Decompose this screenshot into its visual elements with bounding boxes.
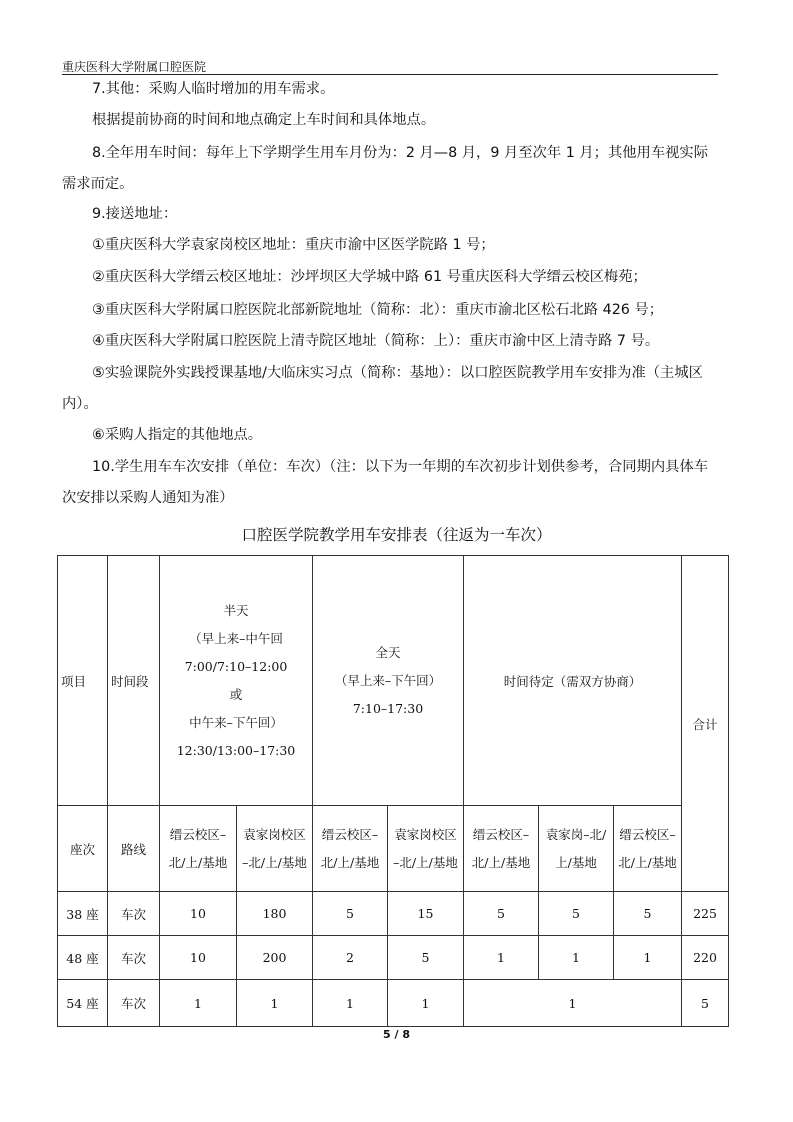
value-cell: 10: [160, 892, 237, 936]
half-day-line: 12:30/13:00–17:30: [176, 742, 296, 758]
header-seats: 座次: [58, 806, 108, 892]
route-line: 缙云校区–: [619, 826, 676, 842]
running-header: 重庆医科大学附属口腔医院: [62, 60, 207, 74]
address-3: ③重庆医科大学附属口腔医院北部新院地址（简称：北）：重庆市渝北区松石北路 426 号；: [92, 302, 664, 318]
half-day-line: （早上来–中午回: [189, 630, 283, 646]
route-line: 袁家岗校区: [243, 826, 306, 842]
item-7: 7.其他：采购人临时增加的用车需求。: [92, 81, 335, 97]
route-cell: [237, 806, 313, 892]
value-cell: 200: [237, 936, 313, 980]
route-line: 袁家岗校区: [394, 826, 457, 842]
full-day-line: 7:10–17:30: [352, 700, 424, 716]
address-4: ④重庆医科大学附属口腔医院上清寺院区地址（简称：上）：重庆市渝中区上清寺路 7 号。: [92, 333, 660, 349]
seat-cell: 48 座: [58, 936, 108, 980]
half-day-line: 或: [229, 686, 243, 702]
route-line: 缙云校区–: [321, 826, 379, 842]
route-cell: [539, 806, 614, 892]
table-row-54: [58, 980, 729, 1027]
value-cell: 2: [313, 936, 388, 980]
value-cell: 1: [237, 980, 313, 1027]
seat-cell: 38 座: [58, 892, 108, 936]
value-cell: 1: [464, 936, 539, 980]
address-5: ⑤实验课院外实践授课基地/大临床实习点（简称：基地）：以口腔医院教学用车安排为准（主城区内）。: [62, 365, 703, 412]
header-half-day: [160, 556, 313, 806]
value-cell: 1: [614, 936, 682, 980]
item-9: 9.接送地址：: [92, 206, 178, 222]
route-line: 北/上/基地: [471, 854, 531, 870]
header-row-routes: [58, 806, 729, 892]
value-cell: 5: [313, 892, 388, 936]
total-cell: 225: [682, 892, 729, 936]
value-cell: 1: [388, 980, 464, 1027]
route-line: 北/上/基地: [320, 854, 380, 870]
value-cell: 1: [313, 980, 388, 1027]
vehicle-schedule-table: [57, 555, 729, 1027]
address-6: ⑥采购人指定的其他地点。: [92, 427, 263, 443]
header-route: 路线: [108, 806, 160, 892]
route-line: 袁家岗–北/: [545, 826, 607, 842]
seat-cell: 54 座: [58, 980, 108, 1027]
route-cell: [160, 806, 237, 892]
total-cell: 220: [682, 936, 729, 980]
route-cell: [464, 806, 539, 892]
unit-cell: 车次: [108, 980, 160, 1027]
header-full-day: [313, 556, 464, 806]
value-cell: 5: [464, 892, 539, 936]
half-day-line: 7:00/7:10–12:00: [184, 658, 288, 674]
value-cell: 180: [237, 892, 313, 936]
value-cell: 5: [614, 892, 682, 936]
route-line: –北/上/基地: [242, 854, 307, 870]
route-line: 上/基地: [555, 854, 597, 870]
header-total: 合计: [682, 556, 729, 892]
table-caption: 口腔医学院教学用车安排表（往返为一车次）: [241, 526, 552, 544]
item-7-detail: 根据提前协商的时间和地点确定上车时间和具体地点。: [92, 112, 436, 128]
route-line: 北/上/基地: [168, 854, 228, 870]
value-cell-merged: 1: [464, 980, 682, 1027]
page-number: 5 / 8: [383, 1028, 410, 1041]
value-cell: 10: [160, 936, 237, 980]
half-day-line: 半天: [223, 602, 249, 618]
table-row-38: [58, 892, 729, 936]
value-cell: 1: [539, 936, 614, 980]
header-period: 时间段: [108, 556, 160, 806]
address-2: ②重庆医科大学缙云校区地址：沙坪坝区大学城中路 61 号重庆医科大学缙云校区梅苑；: [92, 269, 647, 285]
total-cell: 5: [682, 980, 729, 1027]
value-cell: 1: [160, 980, 237, 1027]
route-cell: [614, 806, 682, 892]
route-cell: [388, 806, 464, 892]
header-item: 项目: [58, 556, 108, 806]
header-row-top: [58, 556, 729, 806]
route-line: 缙云校区–: [472, 826, 530, 842]
route-line: 缙云校区–: [169, 826, 227, 842]
header-tbd: 时间待定（需双方协商）: [464, 556, 682, 806]
unit-cell: 车次: [108, 892, 160, 936]
route-line: 北/上/基地: [618, 854, 677, 870]
route-cell: [313, 806, 388, 892]
half-day-line: 中午来–下午回）: [189, 714, 283, 730]
item-10: 10.学生用车车次安排（单位：车次）（注：以下为一年期的车次初步计划供参考，合同期内具体车次安排以采购人通知为准）: [62, 459, 709, 506]
value-cell: 5: [539, 892, 614, 936]
route-line: –北/上/基地: [393, 854, 458, 870]
item-8: 8.全年用车时间：每年上下学期学生用车月份为：2 月—8 月，9 月至次年 1 月；其他用车视实际需求而定。: [62, 145, 709, 192]
value-cell: 15: [388, 892, 464, 936]
unit-cell: 车次: [108, 936, 160, 980]
full-day-line: （早上来–下午回）: [334, 672, 442, 688]
address-1: ①重庆医科大学袁家岗校区地址：重庆市渝中区医学院路 1 号；: [92, 237, 495, 253]
table-row-48: [58, 936, 729, 980]
full-day-line: 全天: [375, 644, 401, 660]
value-cell: 5: [388, 936, 464, 980]
